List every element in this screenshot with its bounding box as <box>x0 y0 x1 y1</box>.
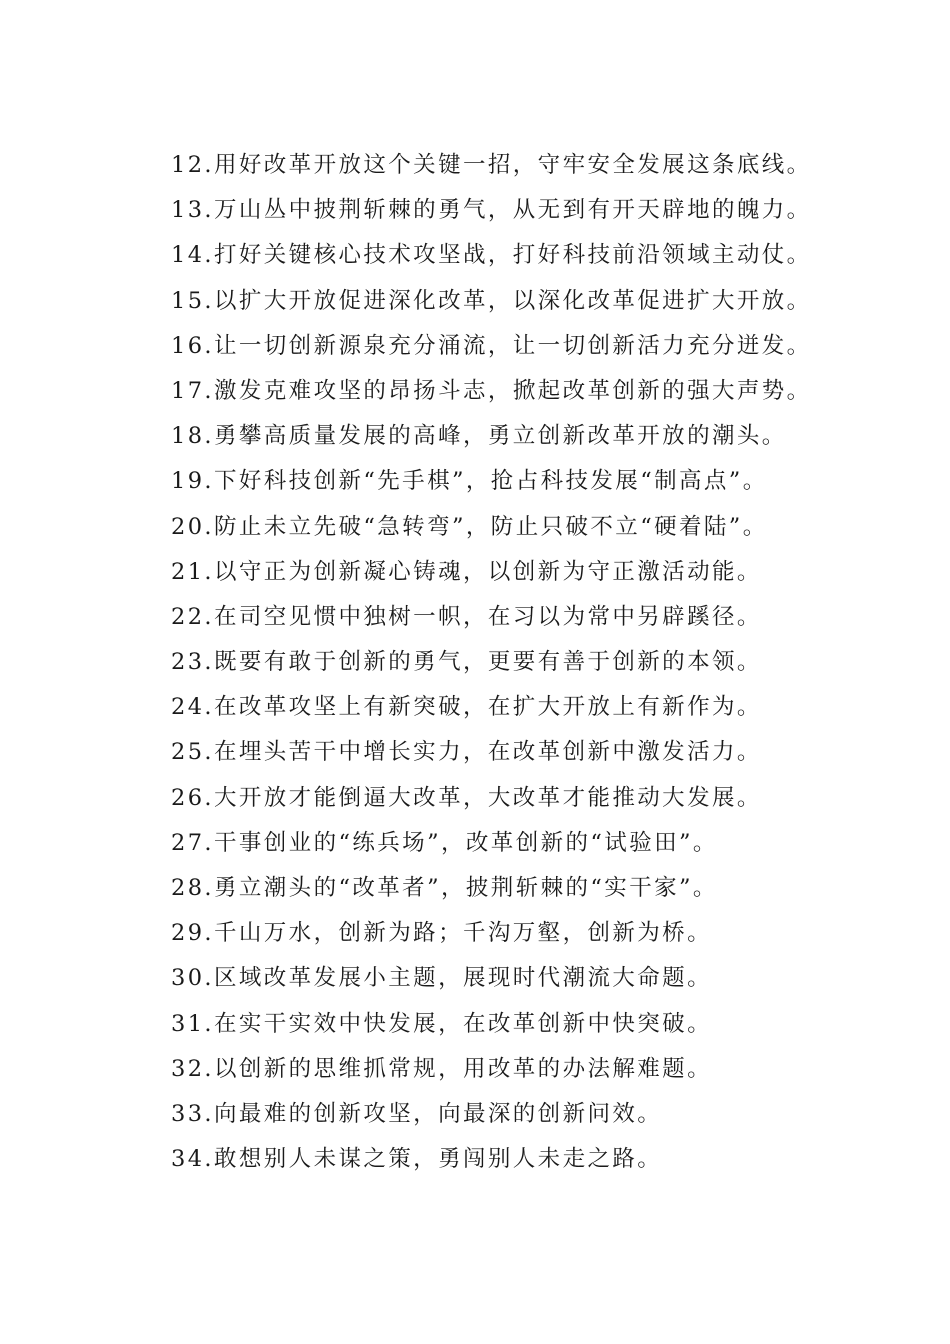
slogan-line: 12.用好改革开放这个关键一招，守牢安全发展这条底线。 <box>171 152 812 178</box>
slogan-line: 13.万山丛中披荆斩棘的勇气，从无到有开天辟地的魄力。 <box>171 197 812 224</box>
slogan-line: 20.防止未立先破“急转弯”，防止只破不立“硬着陆”。 <box>171 513 768 540</box>
slogan-line: 16.让一切创新源泉充分涌流，让一切创新活力充分迸发。 <box>171 332 812 359</box>
slogan-line: 15.以扩大开放促进深化改革，以深化改革促进扩大开放。 <box>171 287 812 314</box>
slogan-line: 21.以守正为创新凝心铸魂，以创新为守正激活动能。 <box>171 558 762 585</box>
slogan-line: 18.勇攀高质量发展的高峰，勇立创新改革开放的潮头。 <box>171 423 787 450</box>
slogan-line: 28.勇立潮头的“改革者”，披荆斩棘的“实干家”。 <box>171 875 718 901</box>
slogan-line: 25.在埋头苦干中增长实力，在改革创新中激发活力。 <box>171 739 762 766</box>
slogan-line: 22.在司空见惯中独树一帜，在习以为常中另辟蹊径。 <box>171 603 762 630</box>
slogan-line: 31.在实干实效中快发展，在改革创新中快突破。 <box>171 1010 712 1037</box>
slogan-line: 19.下好科技创新“先手棋”，抢占科技发展“制高点”。 <box>171 468 768 495</box>
slogan-line: 24.在改革攻坚上有新突破，在扩大开放上有新作为。 <box>171 694 762 721</box>
slogan-line: 27.干事创业的“练兵场”，改革创新的“试验田”。 <box>171 829 718 856</box>
slogan-line: 33.向最难的创新攻坚，向最深的创新问效。 <box>171 1100 663 1127</box>
slogan-line: 30.区域改革发展小主题，展现时代潮流大命题。 <box>171 965 712 992</box>
slogan-line: 29.千山万水，创新为路；千沟万壑，创新为桥。 <box>171 920 712 947</box>
slogan-line: 17.激发克难攻坚的昂扬斗志，掀起改革创新的强大声势。 <box>171 377 812 404</box>
slogan-line: 26.大开放才能倒逼大改革，大改革才能推动大发展。 <box>171 784 762 811</box>
slogan-line: 14.打好关键核心技术攻坚战，打好科技前沿领域主动仗。 <box>171 242 812 269</box>
slogan-line: 34.敢想别人未谋之策，勇闯别人未走之路。 <box>171 1146 663 1173</box>
slogan-line: 23.既要有敢于创新的勇气，更要有善于创新的本领。 <box>171 649 762 676</box>
slogan-list <box>171 144 911 1183</box>
slogan-line: 32.以创新的思维抓常规，用改革的办法解难题。 <box>171 1055 712 1082</box>
